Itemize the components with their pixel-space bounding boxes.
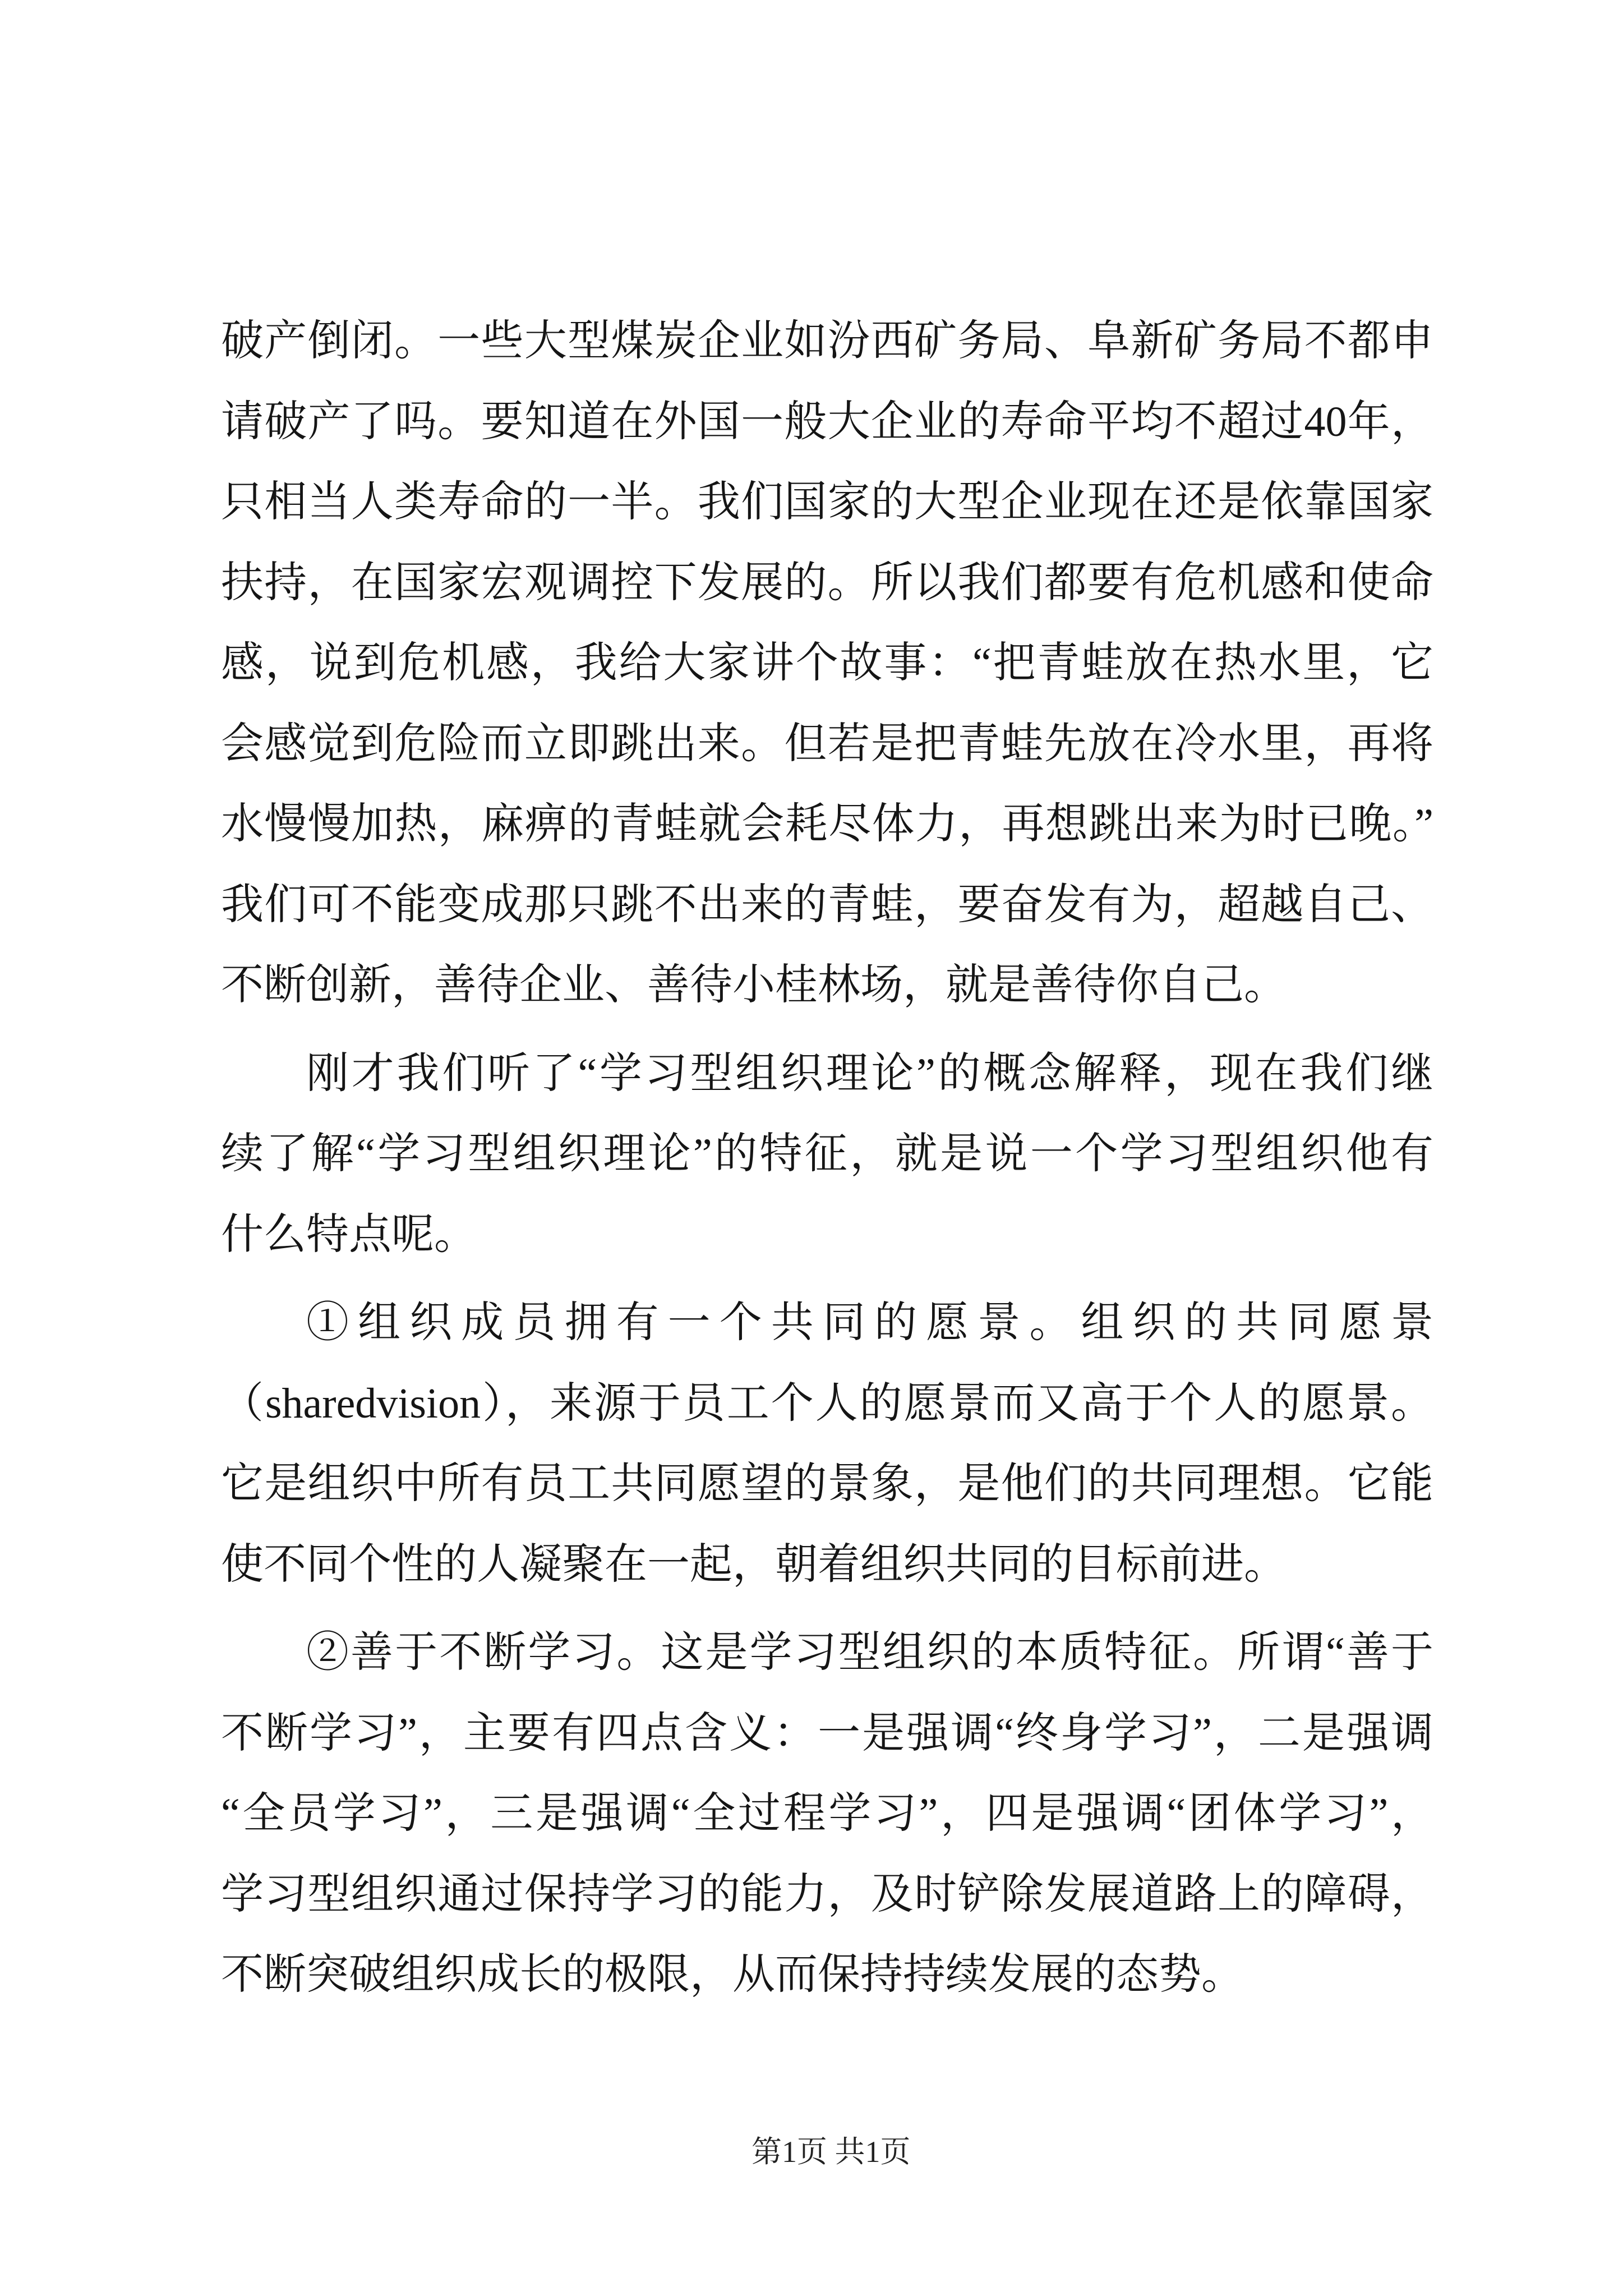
text-line: 水慢慢加热，麻痹的青蛙就会耗尽体力，再想跳出来为时已晚。” — [221, 800, 1433, 848]
text-line: 感，说到危机感，我给大家讲个故事：“把青蛙放在热水里，它 — [221, 639, 1433, 687]
text-line: 只相当人类寿命的一半。我们国家的大型企业现在还是依靠国家 — [221, 478, 1433, 526]
text-line: 请破产了吗。要知道在外国一般大企业的寿命平均不超过40年， — [221, 398, 1433, 445]
text-line: 不断创新，善待企业、善待小桂林场，就是善待你自己。 — [221, 961, 1287, 1009]
body-text — [221, 301, 1433, 2016]
page-footer: 第1页 共1页 — [751, 2135, 911, 2169]
text-line: 刚才我们听了“学习型组织理论”的概念解释，现在我们继 — [306, 1050, 1433, 1097]
paragraph — [221, 301, 1433, 1026]
text-line: 不断学习”，主要有四点含义：一是强调“终身学习”，二是强调 — [221, 1709, 1433, 1757]
text-line: 我们可不能变成那只跳不出来的青蛙，要奋发有为，超越自己、 — [221, 881, 1433, 928]
paragraph — [221, 1613, 1433, 2016]
paragraph — [221, 1034, 1433, 1276]
text-line: 什么特点呢。 — [221, 1211, 477, 1258]
text-line: 它是组织中所有员工共同愿望的景象，是他们的共同理想。它能 — [221, 1460, 1433, 1507]
text-line: （sharedvision），来源于员工个人的愿景而又高于个人的愿景。 — [221, 1379, 1433, 1427]
text-line: ①组织成员拥有一个共同的愿景。组织的共同愿景 — [306, 1299, 1433, 1346]
text-line: 续了解“学习型组织理论”的特征，就是说一个学习型组织他有 — [221, 1130, 1433, 1177]
text-line: ②善于不断学习。这是学习型组织的本质特征。所谓“善于 — [306, 1629, 1433, 1676]
text-line: 学习型组织通过保持学习的能力，及时铲除发展道路上的障碍， — [221, 1870, 1433, 1918]
text-line: 破产倒闭。一些大型煤炭企业如汾西矿务局、阜新矿务局不都申 — [221, 318, 1433, 365]
text-line: 扶持，在国家宏观调控下发展的。所以我们都要有危机感和使命 — [221, 559, 1433, 606]
text-line: 不断突破组织成长的极限，从而保持持续发展的态势。 — [221, 1951, 1244, 1998]
text-line: 会感觉到危险而立即跳出来。但若是把青蛙先放在冷水里，再将 — [221, 720, 1433, 767]
text-line: 使不同个性的人凝聚在一起，朝着组织共同的目标前进。 — [221, 1540, 1287, 1588]
paragraph — [221, 1283, 1433, 1605]
text-line: “全员学习”，三是强调“全过程学习”，四是强调“团体学习”， — [221, 1790, 1433, 1837]
